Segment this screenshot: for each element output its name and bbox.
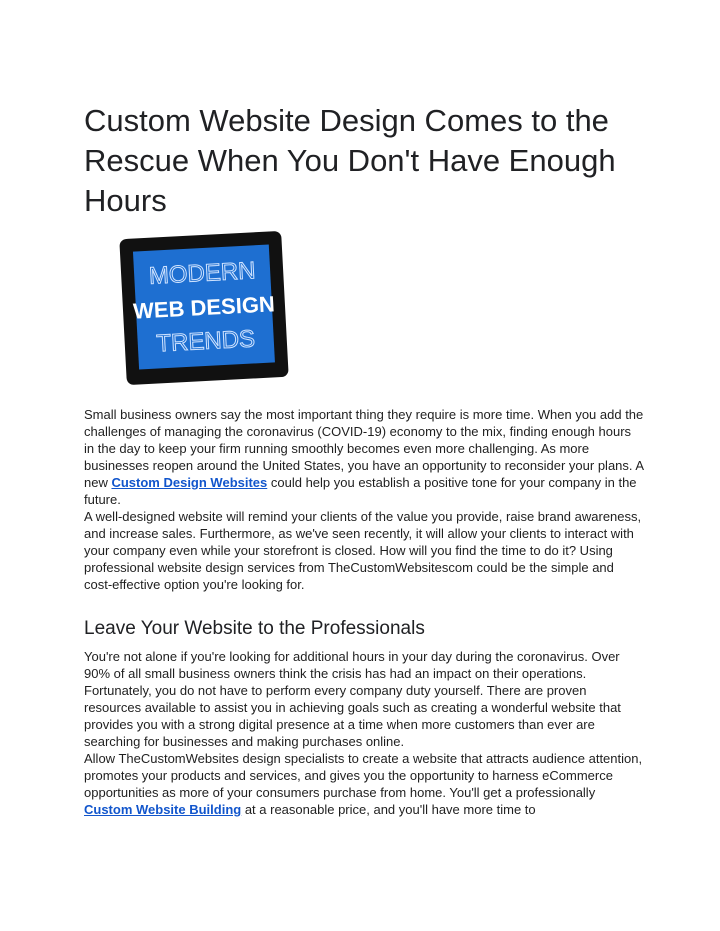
intro-text-2: could help you establish a positive tone for your company in the future.: [84, 475, 637, 507]
section-paragraph-2: [84, 750, 644, 818]
section-heading: Leave Your Website to the Professionals: [84, 618, 425, 639]
section-text: [84, 648, 644, 818]
section-paragraph-1: You're not alone if you're looking for additional hours in your day during the coronavirus. Over 90% of all small business owners think the crisis has had an impact on their operations. Fortunately, you do not have to perform every company duty yourself. There are proven resources available to assist you in achieving goals such as creating a wonderful website that provides you with a strong digital presence at a time when more customers than ever are searching for businesses and making purchases online.: [84, 649, 621, 749]
section-text-2: at a reasonable price, and you'll have more time to: [241, 802, 536, 817]
image-line-web-design: WEB DESIGN: [132, 291, 276, 324]
intro-paragraph-2: A well-designed website will remind your clients of the value you provide, raise brand awareness, and increase sales. Furthermore, as we've seen recently, it will allow your clients to interact with your company even while your storefront is closed. How will you find the time to do it? Using professional website design services from TheCustomWebsitescom could be the simple and cost-effective option you're looking for.: [84, 509, 642, 592]
web-design-trends-image: [119, 231, 289, 385]
intro-text-1: Small business owners say the most important thing they require is more time. When you add the challenges of managing the coronavirus (COVID-19) economy to the mix, finding enough hours in the day to keep your firm running smoothly becomes even more challenging. As more businesses reopen around the United States, you have an opportunity to reconsider your plans. A new: [84, 407, 644, 490]
intro-paragraph-1: [84, 406, 644, 508]
intro-text: [84, 406, 644, 593]
custom-design-websites-link[interactable]: Custom Design Websites: [111, 475, 268, 490]
page-title: Custom Website Design Comes to the Rescue When You Don't Have Enough Hours: [84, 103, 616, 218]
custom-website-building-link[interactable]: Custom Website Building: [84, 802, 242, 817]
section-text-1: Allow TheCustomWebsites design specialists to create a website that attracts audience attention, promotes your products and services, and gives you the opportunity to harness eCommerce opportunities as more of your consumers purchase from home. You'll get a professionally: [84, 751, 643, 800]
image-line-modern: MODERN: [148, 257, 257, 290]
image-line-trends: TRENDS: [155, 325, 256, 358]
